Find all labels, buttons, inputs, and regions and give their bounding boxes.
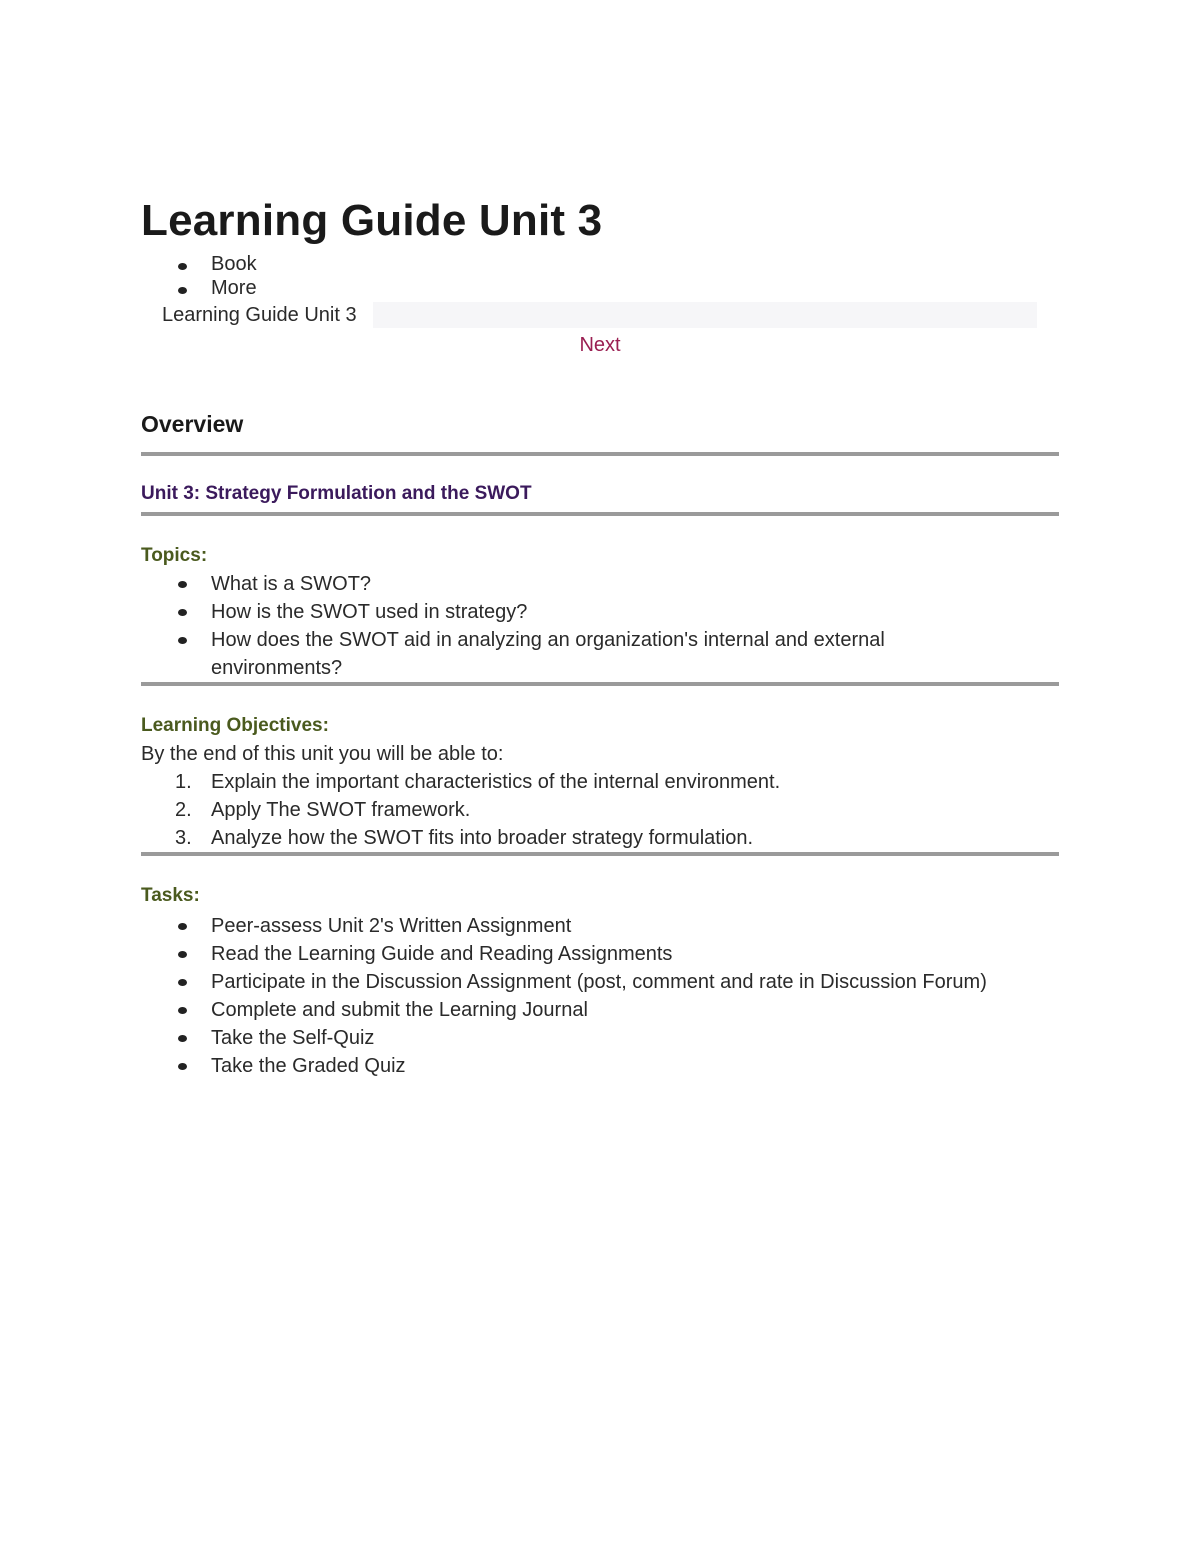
- list-text: Apply The SWOT framework.: [211, 799, 471, 821]
- list-number: 3.: [175, 827, 192, 849]
- tasks-list: [141, 912, 1059, 1080]
- next-link[interactable]: Next: [579, 334, 621, 356]
- list-item: Read the Learning Guide and Reading Assignments: [141, 940, 1059, 968]
- objectives-label: Learning Objectives:: [141, 715, 329, 736]
- list-text: Analyze how the SWOT fits into broader strategy formulation.: [211, 827, 754, 849]
- objectives-intro: By the end of this unit you will be able to:: [141, 743, 504, 765]
- list-number: 1.: [175, 771, 192, 793]
- page-title: Learning Guide Unit 3: [141, 196, 603, 245]
- list-item: How is the SWOT used in strategy?: [141, 598, 1059, 626]
- unit-title: Unit 3: Strategy Formulation and the SWOT: [141, 483, 532, 504]
- list-item: Complete and submit the Learning Journal: [141, 996, 1059, 1024]
- breadcrumb-current: Learning Guide Unit 3: [162, 304, 357, 326]
- list-item: [141, 796, 1059, 824]
- list-text: Explain the important characteristics of the internal environment.: [211, 771, 781, 793]
- list-item: Take the Graded Quiz: [141, 1052, 1059, 1080]
- list-number: 2.: [175, 799, 192, 821]
- list-item: [141, 768, 1059, 796]
- divider: [141, 512, 1059, 516]
- topics-label: Topics:: [141, 545, 208, 566]
- tasks-label: Tasks:: [141, 885, 200, 906]
- objectives-list: [141, 768, 1059, 852]
- breadcrumb: [141, 302, 1059, 328]
- list-item: Peer-assess Unit 2's Written Assignment: [141, 912, 1059, 940]
- divider: [141, 682, 1059, 686]
- list-item: What is a SWOT?: [141, 570, 1059, 598]
- topics-list: [141, 570, 1059, 682]
- list-item: How does the SWOT aid in analyzing an organization's internal and external environments?: [141, 626, 1059, 682]
- nav-item-more[interactable]: More: [141, 276, 1059, 300]
- nav-menu: [141, 252, 1059, 300]
- list-item: Take the Self-Quiz: [141, 1024, 1059, 1052]
- learning-guide-page: [141, 190, 1059, 1080]
- overview-heading: Overview: [141, 411, 244, 437]
- list-item: Participate in the Discussion Assignment (post, comment and rate in Discussion Forum): [141, 968, 1059, 996]
- divider: [141, 452, 1059, 456]
- list-item: [141, 824, 1059, 852]
- divider: [141, 852, 1059, 856]
- nav-item-book[interactable]: Book: [141, 252, 1059, 276]
- breadcrumb-bar: [373, 302, 1037, 328]
